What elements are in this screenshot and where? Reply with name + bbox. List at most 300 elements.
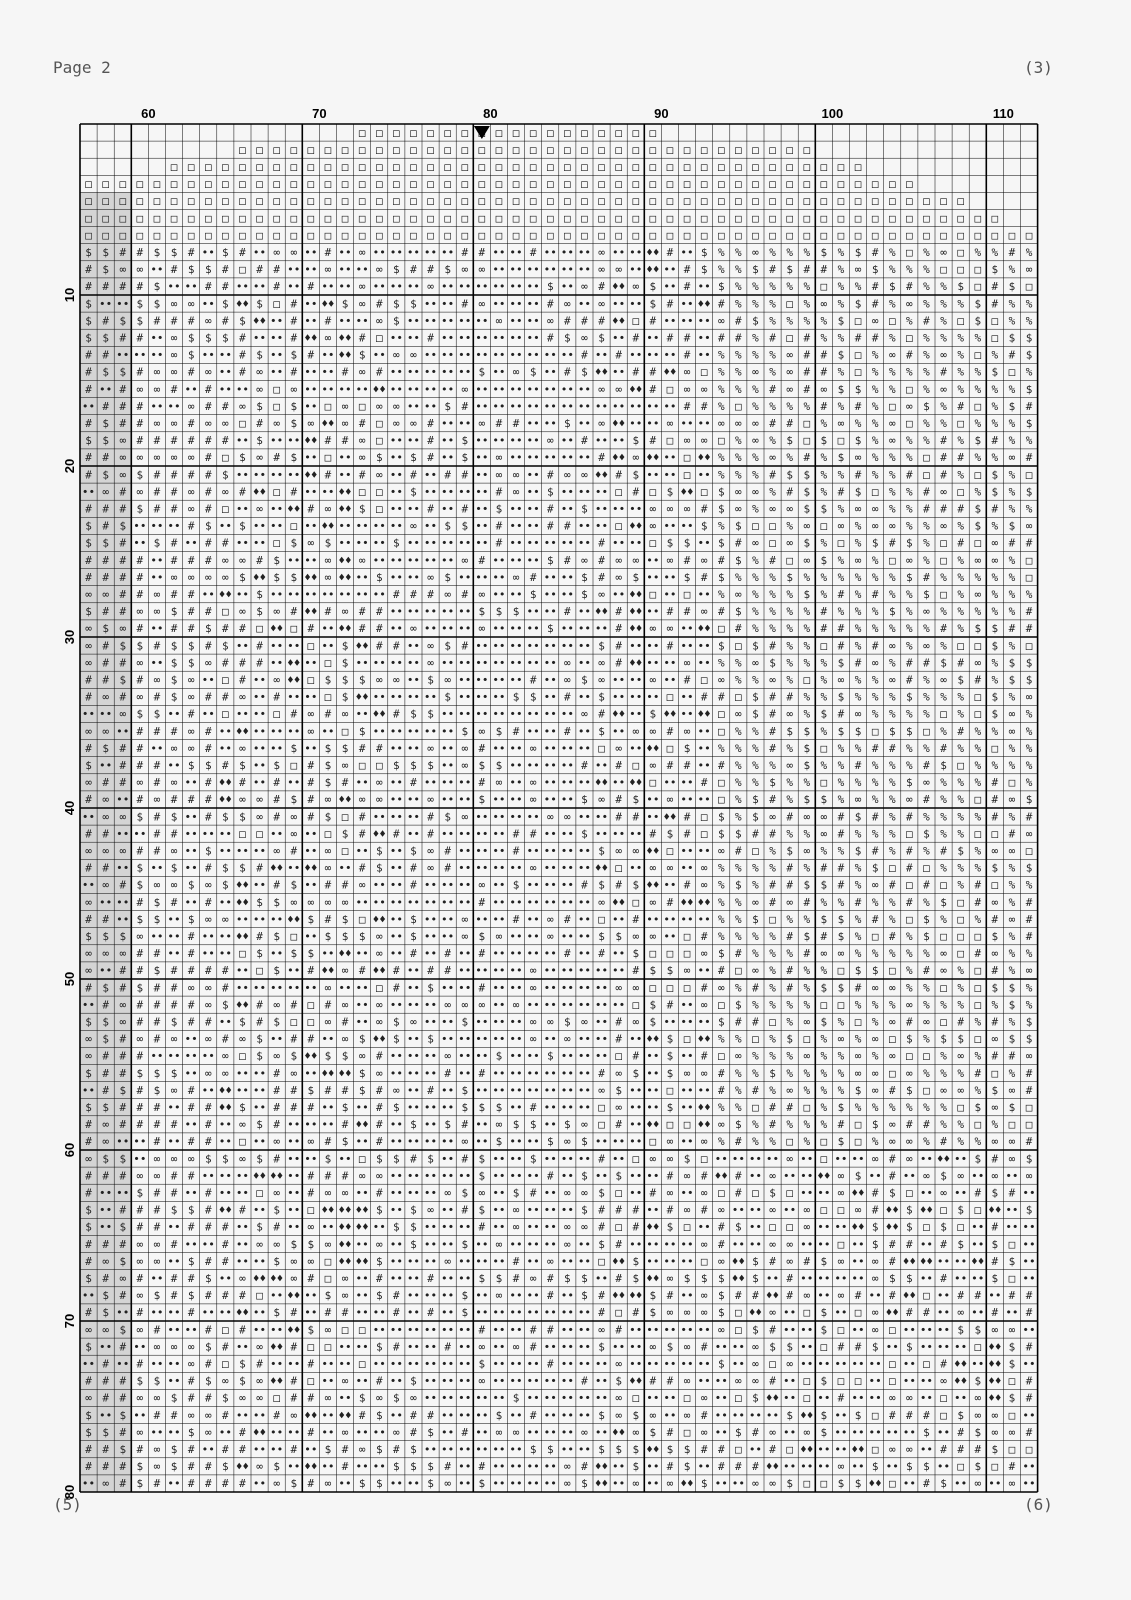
stitch-symbol: # bbox=[393, 588, 400, 601]
stitch-symbol: □ bbox=[906, 417, 913, 430]
stitch-symbol: $ bbox=[290, 417, 297, 430]
stitch-symbol: □ bbox=[923, 229, 930, 242]
stitch-symbol: ♦♦ bbox=[698, 1033, 711, 1046]
stitch-symbol: $ bbox=[838, 691, 845, 704]
stitch-symbol: % bbox=[838, 742, 845, 755]
stitch-symbol: •• bbox=[390, 1238, 403, 1251]
stitch-symbol: % bbox=[872, 451, 879, 464]
stitch-symbol: ∞ bbox=[992, 1033, 999, 1046]
stitch-symbol: ∞ bbox=[137, 776, 144, 789]
stitch-symbol: % bbox=[821, 314, 828, 327]
stitch-symbol: # bbox=[632, 810, 639, 823]
stitch-symbol: $ bbox=[171, 1392, 178, 1405]
stitch-symbol: □ bbox=[273, 1392, 280, 1405]
stitch-symbol: •• bbox=[287, 981, 300, 994]
stitch-symbol: □ bbox=[496, 178, 503, 191]
stitch-symbol: % bbox=[821, 485, 828, 498]
stitch-symbol: □ bbox=[957, 229, 964, 242]
stitch-symbol: ∞ bbox=[718, 674, 725, 687]
stitch-symbol: # bbox=[598, 1204, 605, 1217]
stitch-symbol: □ bbox=[735, 639, 742, 652]
stitch-symbol: # bbox=[171, 1169, 178, 1182]
stitch-symbol: % bbox=[803, 1084, 810, 1097]
stitch-symbol: ∞ bbox=[598, 1084, 605, 1097]
stitch-symbol: # bbox=[992, 776, 999, 789]
stitch-symbol: $ bbox=[923, 930, 930, 943]
stitch-symbol: # bbox=[547, 1358, 554, 1371]
stitch-symbol: # bbox=[974, 1289, 981, 1302]
stitch-symbol: □ bbox=[239, 263, 246, 276]
stitch-symbol: □ bbox=[342, 212, 349, 225]
stitch-symbol: $ bbox=[308, 1323, 315, 1336]
stitch-symbol: ∞ bbox=[119, 998, 126, 1011]
stitch-symbol: •• bbox=[390, 366, 403, 379]
stitch-symbol: $ bbox=[85, 1426, 92, 1439]
stitch-symbol: % bbox=[889, 468, 896, 481]
stitch-symbol: □ bbox=[273, 297, 280, 310]
stitch-symbol: # bbox=[1026, 1306, 1033, 1319]
stitch-symbol: •• bbox=[544, 1221, 557, 1234]
stitch-symbol: $ bbox=[359, 1477, 366, 1490]
stitch-symbol: $ bbox=[290, 1050, 297, 1063]
stitch-symbol: □ bbox=[838, 161, 845, 174]
stitch-symbol: □ bbox=[376, 229, 383, 242]
stitch-symbol: $ bbox=[461, 520, 468, 533]
stitch-symbol: □ bbox=[803, 434, 810, 447]
stitch-symbol: # bbox=[906, 468, 913, 481]
stitch-symbol: % bbox=[1009, 297, 1016, 310]
stitch-symbol: ∞ bbox=[752, 1340, 759, 1353]
stitch-symbol: •• bbox=[99, 964, 112, 977]
stitch-symbol: $ bbox=[992, 1272, 999, 1285]
stitch-symbol: ∞ bbox=[102, 588, 109, 601]
stitch-symbol: $ bbox=[171, 1204, 178, 1217]
stitch-symbol: •• bbox=[629, 742, 642, 755]
stitch-symbol: ∞ bbox=[102, 1135, 109, 1148]
stitch-symbol: •• bbox=[612, 913, 625, 926]
stitch-symbol: $ bbox=[992, 930, 999, 943]
stitch-symbol: $ bbox=[1009, 332, 1016, 345]
stitch-symbol: ♦♦ bbox=[236, 998, 249, 1011]
stitch-symbol: •• bbox=[509, 1238, 522, 1251]
stitch-symbol: % bbox=[906, 503, 913, 516]
stitch-symbol: # bbox=[769, 1323, 776, 1336]
stitch-symbol: # bbox=[119, 1340, 126, 1353]
stitch-symbol: ∞ bbox=[838, 1255, 845, 1268]
stitch-symbol: □ bbox=[957, 896, 964, 909]
stitch-symbol: # bbox=[940, 366, 947, 379]
stitch-symbol: •• bbox=[663, 520, 676, 533]
stitch-symbol: $ bbox=[530, 1118, 537, 1131]
stitch-symbol: □ bbox=[256, 143, 263, 156]
stitch-symbol: % bbox=[974, 742, 981, 755]
stitch-symbol: □ bbox=[906, 1187, 913, 1200]
stitch-symbol: ∞ bbox=[598, 656, 605, 669]
stitch-symbol: % bbox=[718, 349, 725, 362]
stitch-symbol: # bbox=[188, 417, 195, 430]
stitch-symbol: % bbox=[940, 827, 947, 840]
stitch-symbol: ♦♦ bbox=[338, 1067, 351, 1080]
stitch-symbol: ∞ bbox=[701, 554, 708, 567]
stitch-symbol: •• bbox=[99, 896, 112, 909]
stitch-symbol: % bbox=[1009, 742, 1016, 755]
stitch-symbol: # bbox=[598, 451, 605, 464]
stitch-symbol: $ bbox=[496, 725, 503, 738]
stitch-symbol: •• bbox=[133, 1409, 146, 1422]
stitch-symbol: # bbox=[205, 1392, 212, 1405]
stitch-symbol: # bbox=[992, 964, 999, 977]
stitch-symbol: •• bbox=[390, 622, 403, 635]
stitch-symbol: $ bbox=[632, 1443, 639, 1456]
stitch-symbol: □ bbox=[1026, 1443, 1033, 1456]
stitch-symbol: •• bbox=[817, 1238, 830, 1251]
stitch-symbol: ∞ bbox=[342, 417, 349, 430]
stitch-symbol: % bbox=[940, 1101, 947, 1114]
stitch-symbol: # bbox=[205, 1255, 212, 1268]
stitch-symbol: □ bbox=[290, 520, 297, 533]
stitch-symbol: # bbox=[119, 485, 126, 498]
stitch-symbol: $ bbox=[376, 1255, 383, 1268]
stitch-symbol: ∞ bbox=[889, 1135, 896, 1148]
stitch-symbol: # bbox=[615, 879, 622, 892]
stitch-symbol: □ bbox=[752, 1101, 759, 1114]
stitch-symbol: ♦♦ bbox=[270, 1375, 283, 1388]
stitch-symbol: ∞ bbox=[376, 314, 383, 327]
stitch-symbol: •• bbox=[629, 639, 642, 652]
stitch-symbol: $ bbox=[735, 520, 742, 533]
stitch-symbol: # bbox=[786, 1101, 793, 1114]
stitch-symbol: ∞ bbox=[154, 1152, 161, 1165]
stitch-symbol: # bbox=[940, 1238, 947, 1251]
stitch-symbol: □ bbox=[359, 1358, 366, 1371]
stitch-symbol: □ bbox=[632, 212, 639, 225]
stitch-symbol: •• bbox=[509, 930, 522, 943]
stitch-symbol: % bbox=[752, 862, 759, 875]
stitch-symbol: # bbox=[821, 930, 828, 943]
stitch-symbol: ∞ bbox=[667, 1135, 674, 1148]
stitch-symbol: # bbox=[239, 332, 246, 345]
stitch-symbol: % bbox=[752, 571, 759, 584]
stitch-symbol: □ bbox=[735, 1306, 742, 1319]
stitch-symbol: % bbox=[872, 622, 879, 635]
stitch-symbol: ∞ bbox=[530, 862, 537, 875]
stitch-symbol: # bbox=[154, 314, 161, 327]
stitch-symbol: ∞ bbox=[359, 1169, 366, 1182]
stitch-symbol: •• bbox=[527, 1306, 540, 1319]
stitch-symbol: •• bbox=[236, 1238, 249, 1251]
stitch-symbol: □ bbox=[701, 674, 708, 687]
stitch-symbol: •• bbox=[800, 1187, 813, 1200]
stitch-symbol: •• bbox=[253, 332, 266, 345]
stitch-symbol: % bbox=[718, 400, 725, 413]
stitch-symbol: % bbox=[1009, 485, 1016, 498]
stitch-symbol: # bbox=[684, 879, 691, 892]
stitch-symbol: $ bbox=[581, 793, 588, 806]
stitch-symbol: ∞ bbox=[171, 879, 178, 892]
stitch-symbol: # bbox=[188, 314, 195, 327]
stitch-symbol: # bbox=[171, 383, 178, 396]
stitch-symbol: # bbox=[872, 913, 879, 926]
stitch-symbol: $ bbox=[410, 297, 417, 310]
stitch-symbol: •• bbox=[356, 263, 369, 276]
stitch-symbol: # bbox=[171, 434, 178, 447]
stitch-symbol: # bbox=[581, 434, 588, 447]
stitch-symbol: ∞ bbox=[461, 930, 468, 943]
stitch-symbol: ∞ bbox=[308, 1221, 315, 1234]
stitch-symbol: □ bbox=[479, 229, 486, 242]
stitch-symbol: □ bbox=[872, 725, 879, 738]
stitch-symbol: ∞ bbox=[718, 1204, 725, 1217]
stitch-symbol: % bbox=[957, 366, 964, 379]
stitch-symbol: •• bbox=[544, 639, 557, 652]
stitch-symbol: % bbox=[718, 468, 725, 481]
stitch-symbol: # bbox=[222, 537, 229, 550]
stitch-symbol: $ bbox=[923, 1426, 930, 1439]
stitch-symbol: # bbox=[376, 1084, 383, 1097]
stitch-symbol: % bbox=[992, 383, 999, 396]
stitch-symbol: ∞ bbox=[496, 451, 503, 464]
stitch-symbol: $ bbox=[359, 1392, 366, 1405]
stitch-symbol: # bbox=[119, 503, 126, 516]
stitch-symbol: □ bbox=[667, 981, 674, 994]
stitch-symbol: # bbox=[769, 383, 776, 396]
stitch-symbol: □ bbox=[855, 366, 862, 379]
stitch-symbol: $ bbox=[735, 554, 742, 567]
stitch-symbol: % bbox=[786, 913, 793, 926]
stitch-symbol: •• bbox=[869, 1169, 882, 1182]
stitch-symbol: ♦♦ bbox=[886, 1306, 899, 1319]
stitch-symbol: # bbox=[872, 588, 879, 601]
stitch-symbol: ∞ bbox=[85, 1152, 92, 1165]
stitch-symbol: •• bbox=[595, 400, 608, 413]
stitch-symbol: $ bbox=[410, 708, 417, 721]
stitch-symbol: •• bbox=[509, 1358, 522, 1371]
stitch-symbol: # bbox=[1026, 1392, 1033, 1405]
stitch-symbol: # bbox=[769, 417, 776, 430]
stitch-symbol: ∞ bbox=[855, 503, 862, 516]
chart-grid bbox=[80, 124, 1038, 1492]
stitch-symbol: # bbox=[889, 537, 896, 550]
stitch-symbol: ∞ bbox=[85, 776, 92, 789]
stitch-symbol: •• bbox=[578, 605, 591, 618]
stitch-symbol: •• bbox=[458, 964, 471, 977]
stitch-symbol: □ bbox=[410, 195, 417, 208]
stitch-symbol: # bbox=[308, 793, 315, 806]
stitch-symbol: •• bbox=[544, 417, 557, 430]
stitch-symbol: # bbox=[701, 503, 708, 516]
stitch-symbol: % bbox=[786, 1050, 793, 1063]
stitch-symbol: •• bbox=[287, 1152, 300, 1165]
stitch-symbol: % bbox=[957, 622, 964, 635]
stitch-symbol: # bbox=[239, 1477, 246, 1490]
stitch-symbol: •• bbox=[492, 691, 505, 704]
stitch-symbol: •• bbox=[458, 879, 471, 892]
stitch-symbol: •• bbox=[629, 503, 642, 516]
stitch-symbol: $ bbox=[974, 1375, 981, 1388]
stitch-symbol: ∞ bbox=[667, 1187, 674, 1200]
stitch-symbol: # bbox=[188, 1272, 195, 1285]
stitch-symbol: ♦♦ bbox=[338, 1409, 351, 1422]
stitch-symbol: □ bbox=[803, 229, 810, 242]
stitch-symbol: •• bbox=[561, 793, 574, 806]
stitch-symbol: □ bbox=[906, 1050, 913, 1063]
stitch-symbol: % bbox=[752, 776, 759, 789]
stitch-symbol: % bbox=[718, 930, 725, 943]
stitch-symbol: •• bbox=[407, 1358, 420, 1371]
stitch-symbol: □ bbox=[171, 178, 178, 191]
stitch-symbol: □ bbox=[855, 349, 862, 362]
stitch-symbol: ∞ bbox=[564, 1187, 571, 1200]
stitch-symbol: •• bbox=[99, 383, 112, 396]
stitch-symbol: # bbox=[530, 827, 537, 840]
stitch-symbol: $ bbox=[615, 1169, 622, 1182]
stitch-symbol: ∞ bbox=[667, 1272, 674, 1285]
stitch-symbol: # bbox=[1009, 537, 1016, 550]
stitch-symbol: □ bbox=[684, 229, 691, 242]
stitch-symbol: # bbox=[205, 810, 212, 823]
stitch-symbol: •• bbox=[663, 349, 676, 362]
stitch-symbol: ∞ bbox=[632, 845, 639, 858]
stitch-symbol: # bbox=[102, 1272, 109, 1285]
stitch-symbol: □ bbox=[957, 639, 964, 652]
stitch-symbol: ∞ bbox=[992, 1409, 999, 1422]
stitch-symbol: •• bbox=[561, 1067, 574, 1080]
stitch-symbol: # bbox=[222, 981, 229, 994]
stitch-symbol: •• bbox=[629, 263, 642, 276]
stitch-symbol: % bbox=[872, 468, 879, 481]
stitch-symbol: # bbox=[769, 708, 776, 721]
stitch-symbol: # bbox=[102, 605, 109, 618]
stitch-symbol: □ bbox=[992, 212, 999, 225]
stitch-symbol: •• bbox=[492, 280, 505, 293]
stitch-symbol: □ bbox=[701, 178, 708, 191]
stitch-symbol: •• bbox=[304, 1118, 317, 1131]
stitch-symbol: ♦♦ bbox=[680, 1477, 693, 1490]
stitch-symbol: □ bbox=[940, 879, 947, 892]
stitch-symbol: •• bbox=[287, 1187, 300, 1200]
stitch-symbol: % bbox=[803, 605, 810, 618]
stitch-symbol: •• bbox=[817, 1289, 830, 1302]
stitch-symbol: # bbox=[359, 622, 366, 635]
stitch-symbol: $ bbox=[273, 930, 280, 943]
stitch-symbol: % bbox=[974, 759, 981, 772]
stitch-symbol: ∞ bbox=[530, 981, 537, 994]
stitch-symbol: ∞ bbox=[256, 451, 263, 464]
stitch-symbol: # bbox=[154, 759, 161, 772]
stitch-symbol: □ bbox=[923, 1050, 930, 1063]
stitch-symbol: □ bbox=[102, 212, 109, 225]
stitch-symbol: # bbox=[308, 1272, 315, 1285]
stitch-symbol: •• bbox=[937, 1323, 950, 1336]
stitch-symbol: $ bbox=[838, 725, 845, 738]
stitch-symbol: # bbox=[461, 1426, 468, 1439]
stitch-symbol: •• bbox=[595, 964, 608, 977]
stitch-symbol: # bbox=[786, 691, 793, 704]
stitch-symbol: % bbox=[872, 554, 879, 567]
stitch-symbol: $ bbox=[410, 1221, 417, 1234]
stitch-symbol: # bbox=[906, 1118, 913, 1131]
stitch-symbol: $ bbox=[923, 400, 930, 413]
stitch-symbol: □ bbox=[838, 178, 845, 191]
stitch-symbol: □ bbox=[325, 691, 332, 704]
stitch-symbol: •• bbox=[390, 725, 403, 738]
stitch-symbol: ∞ bbox=[171, 297, 178, 310]
stitch-symbol: # bbox=[461, 400, 468, 413]
stitch-symbol: □ bbox=[957, 1221, 964, 1234]
stitch-symbol: •• bbox=[509, 708, 522, 721]
stitch-symbol: •• bbox=[492, 1204, 505, 1217]
stitch-symbol: # bbox=[615, 605, 622, 618]
stitch-symbol: •• bbox=[390, 1135, 403, 1148]
stitch-symbol: •• bbox=[509, 981, 522, 994]
stitch-symbol: $ bbox=[410, 1118, 417, 1131]
stitch-symbol: % bbox=[786, 947, 793, 960]
stitch-symbol: # bbox=[718, 1221, 725, 1234]
stitch-symbol: •• bbox=[407, 656, 420, 669]
stitch-symbol: □ bbox=[256, 178, 263, 191]
stitch-symbol: $ bbox=[496, 759, 503, 772]
stitch-symbol: % bbox=[752, 605, 759, 618]
stitch-symbol: % bbox=[906, 366, 913, 379]
stitch-symbol: % bbox=[992, 246, 999, 259]
stitch-symbol: % bbox=[838, 332, 845, 345]
stitch-symbol: ♦♦ bbox=[920, 1204, 933, 1217]
stitch-symbol: □ bbox=[376, 178, 383, 191]
stitch-symbol: ∞ bbox=[650, 503, 657, 516]
stitch-symbol: •• bbox=[663, 913, 676, 926]
stitch-symbol: ∞ bbox=[684, 725, 691, 738]
stitch-symbol: •• bbox=[424, 879, 437, 892]
stitch-symbol: % bbox=[735, 383, 742, 396]
stitch-symbol: # bbox=[427, 1409, 434, 1422]
stitch-symbol: □ bbox=[940, 930, 947, 943]
stitch-symbol: •• bbox=[338, 1392, 351, 1405]
stitch-symbol: % bbox=[906, 588, 913, 601]
stitch-symbol: •• bbox=[492, 947, 505, 960]
stitch-symbol: •• bbox=[492, 1187, 505, 1200]
stitch-symbol: •• bbox=[441, 622, 454, 635]
stitch-symbol: $ bbox=[1009, 998, 1016, 1011]
stitch-symbol: # bbox=[821, 605, 828, 618]
stitch-symbol: # bbox=[325, 434, 332, 447]
stitch-symbol: # bbox=[735, 314, 742, 327]
stitch-symbol: $ bbox=[684, 1443, 691, 1456]
stitch-symbol: # bbox=[530, 1409, 537, 1422]
stitch-symbol: □ bbox=[992, 742, 999, 755]
stitch-symbol: $ bbox=[786, 845, 793, 858]
stitch-symbol: ♦♦ bbox=[253, 1272, 266, 1285]
stitch-symbol: % bbox=[923, 417, 930, 430]
row-label: 80 bbox=[62, 1485, 77, 1499]
stitch-symbol: ∞ bbox=[479, 998, 486, 1011]
stitch-symbol: # bbox=[838, 588, 845, 601]
stitch-symbol: ∞ bbox=[564, 810, 571, 823]
stitch-symbol: # bbox=[992, 434, 999, 447]
stitch-symbol: •• bbox=[390, 810, 403, 823]
stitch-symbol: •• bbox=[680, 520, 693, 533]
stitch-symbol: ∞ bbox=[615, 1067, 622, 1080]
stitch-symbol: $ bbox=[581, 1477, 588, 1490]
stitch-symbol: $ bbox=[427, 674, 434, 687]
stitch-symbol: □ bbox=[325, 212, 332, 225]
stitch-symbol: □ bbox=[256, 622, 263, 635]
stitch-symbol: ∞ bbox=[239, 1272, 246, 1285]
stitch-symbol: # bbox=[239, 656, 246, 669]
stitch-symbol: •• bbox=[612, 1340, 625, 1353]
stitch-symbol: •• bbox=[680, 913, 693, 926]
stitch-symbol: # bbox=[992, 1050, 999, 1063]
stitch-symbol: # bbox=[992, 793, 999, 806]
